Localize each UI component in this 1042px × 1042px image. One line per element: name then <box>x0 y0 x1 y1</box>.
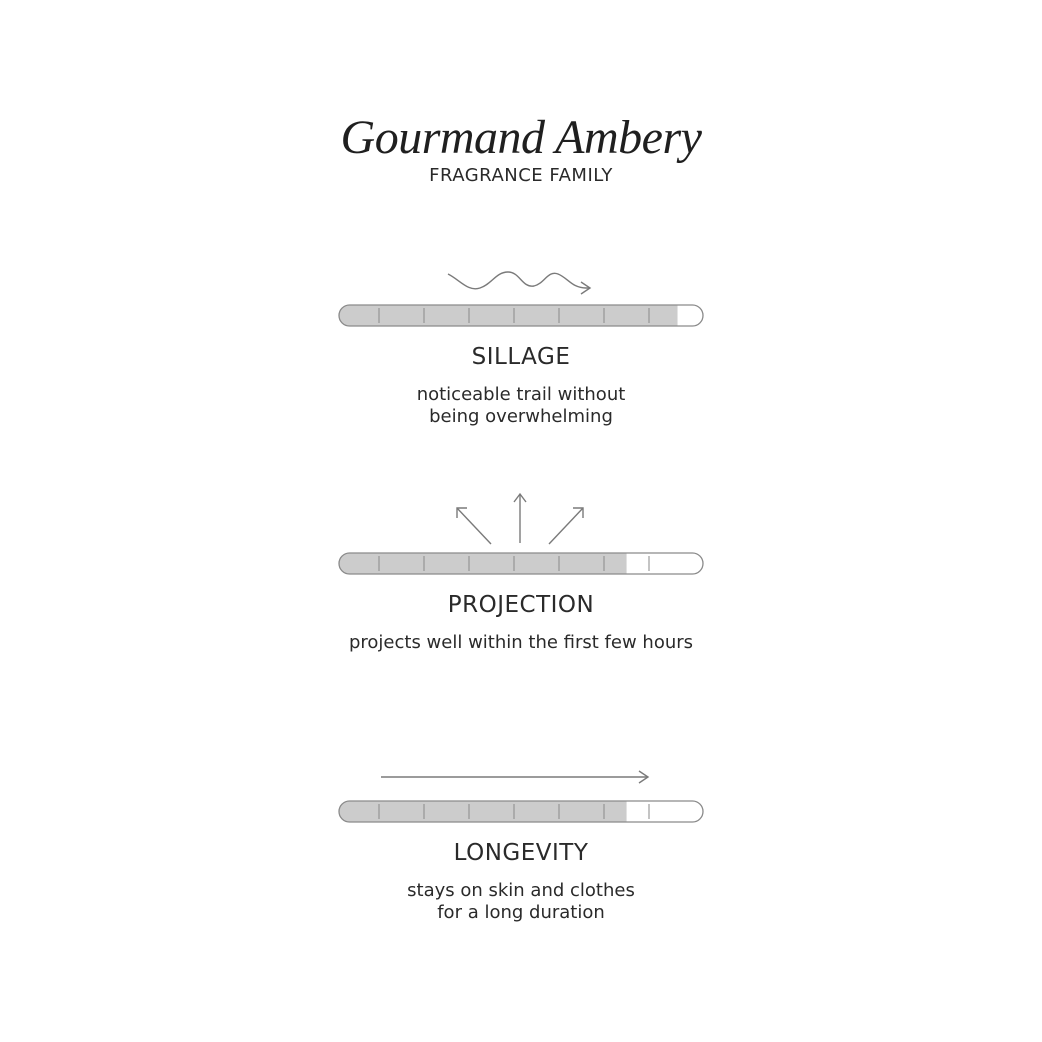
page-title: Gourmand Ambery <box>340 111 702 164</box>
projection-meter-fill <box>339 553 627 574</box>
projection-label: PROJECTION <box>447 592 595 618</box>
sillage-label: SILLAGE <box>471 344 571 370</box>
projection-description <box>0 632 1042 654</box>
sillage-meter-fill <box>339 305 678 326</box>
projection-description-line: projects well within the first few hours <box>348 632 694 653</box>
longevity-meter-outline <box>339 801 703 822</box>
longevity-description-line: stays on skin and clothes <box>407 880 635 901</box>
projection-meter-outline <box>339 553 703 574</box>
longevity-description-line: for a long duration <box>437 902 605 923</box>
longevity-label: LONGEVITY <box>453 840 589 866</box>
longevity-meter-fill <box>339 801 627 822</box>
longevity-description <box>0 880 1042 924</box>
sillage-description-line: noticeable trail without <box>416 384 626 405</box>
page-subtitle: FRAGRANCE FAMILY <box>429 165 613 186</box>
sillage-description <box>0 384 1042 428</box>
sillage-meter-outline <box>339 305 703 326</box>
sillage-description-line: being overwhelming <box>429 406 613 427</box>
